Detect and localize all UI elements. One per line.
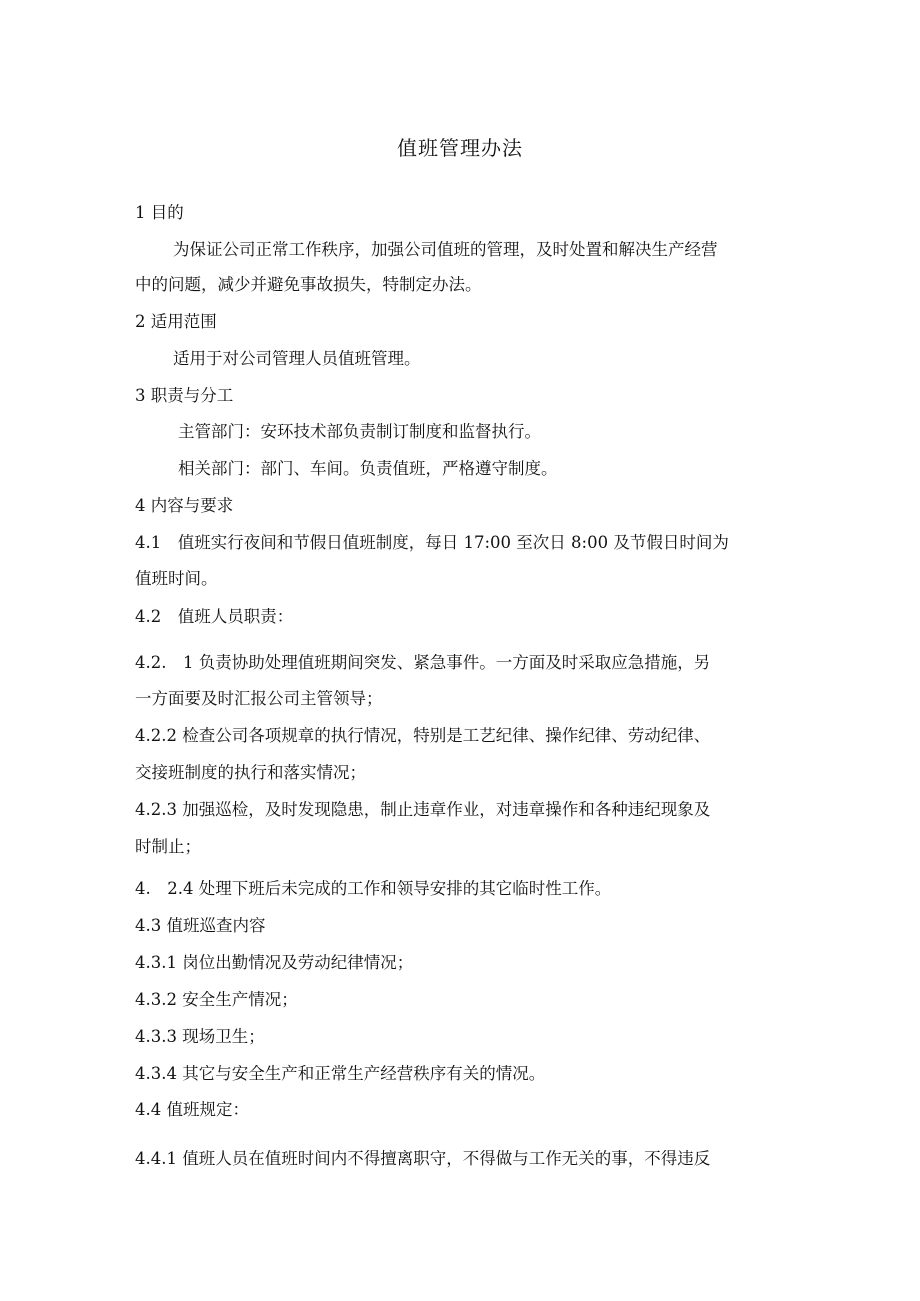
paragraph-line: 时制止； xyxy=(135,837,201,856)
paragraph-line: 4.2 值班人员职责： xyxy=(135,607,294,626)
paragraph-line: 相关部门：部门、车间。负责值班，严格遵守制度。 xyxy=(178,459,558,478)
paragraph-line: 4.3.4 其它与安全生产和正常生产经营秩序有关的情况。 xyxy=(135,1064,546,1083)
document-title: 值班管理办法 xyxy=(397,136,523,160)
heading-content: 4 内容与要求 xyxy=(135,496,234,515)
paragraph-line: 中的问题，减少并避免事故损失，特制定办法。 xyxy=(135,275,482,294)
paragraph-line: 4.3.2 安全生产情况； xyxy=(135,990,298,1009)
paragraph-line: 4. 2.4 处理下班后未完成的工作和领导安排的其它临时性工作。 xyxy=(135,879,612,898)
paragraph-line: 4.4.1 值班人员在值班时间内不得擅离职守，不得做与工作无关的事，不得违反 xyxy=(135,1149,711,1168)
paragraph-line: 4.2.3 加强巡检，及时发现隐患，制止违章作业，对违章操作和各种违纪现象及 xyxy=(135,800,711,819)
paragraph-line: 一方面要及时汇报公司主管领导； xyxy=(135,689,383,708)
paragraph-line: 4.2. 1 负责协助处理值班期间突发、紧急事件。一方面及时采取应急措施，另 xyxy=(135,653,711,672)
paragraph-line: 4.3.3 现场卫生； xyxy=(135,1027,265,1046)
paragraph-line: 为保证公司正常工作秩序，加强公司值班的管理，及时处置和解决生产经营 xyxy=(173,240,718,259)
paragraph-line: 4.1 值班实行夜间和节假日值班制度，每日 17:00 至次日 8:00 及节假日时间为 xyxy=(135,533,729,552)
heading-purpose: 1 目的 xyxy=(135,203,184,222)
paragraph-line: 4.2.2 检查公司各项规章的执行情况，特别是工艺纪律、操作纪律、劳动纪律、 xyxy=(135,726,711,745)
heading-inspection: 4.3 值班巡查内容 xyxy=(135,916,266,935)
paragraph-line: 交接班制度的执行和落实情况； xyxy=(135,763,366,782)
heading-rules: 4.4 值班规定： xyxy=(135,1100,249,1119)
paragraph-line: 值班时间。 xyxy=(135,569,218,588)
paragraph-line: 4.3.1 岗位出勤情况及劳动纪律情况； xyxy=(135,953,414,972)
paragraph-line: 适用于对公司管理人员值班管理。 xyxy=(173,349,421,368)
heading-responsibilities: 3 职责与分工 xyxy=(135,386,234,405)
heading-scope: 2 适用范围 xyxy=(135,312,217,331)
paragraph-line: 主管部门：安环技术部负责制订制度和监督执行。 xyxy=(178,422,541,441)
